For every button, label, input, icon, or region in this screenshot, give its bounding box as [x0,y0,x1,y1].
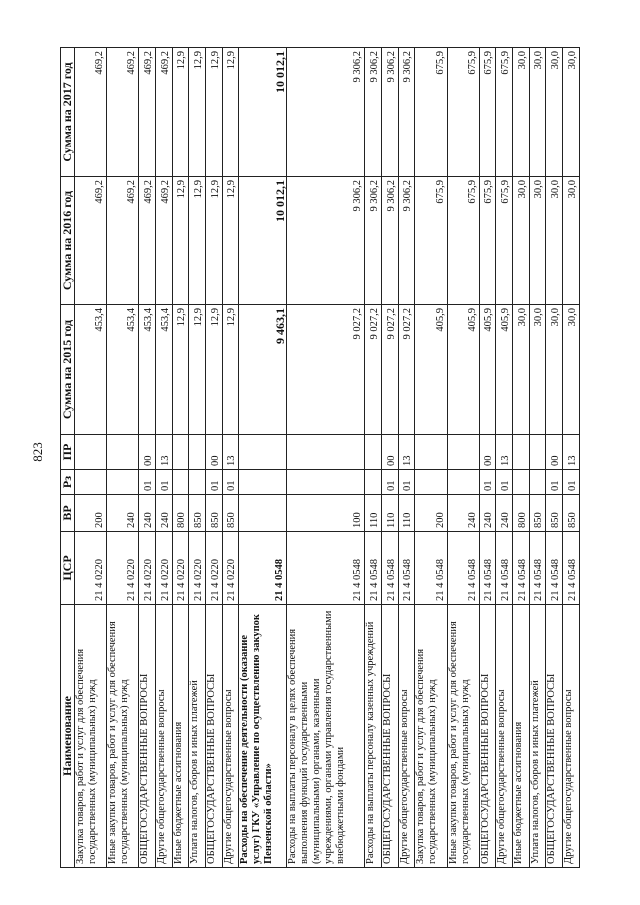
cell-sum-2016: 12,9 [206,177,223,305]
table-row [107,48,139,868]
cell-name: ОБЩЕГОСУДАРСТВЕННЫЕ ВОПРОСЫ [139,605,156,868]
cell-sum-2017: 9 306,2 [398,48,415,177]
cell-pr [447,435,479,470]
table-row [546,48,563,868]
table-row [139,48,156,868]
cell-sum-2016: 30,0 [529,177,546,305]
cell-name: Другие общегосударственные вопросы [398,605,415,868]
cell-pr: 13 [398,435,415,470]
cell-csr: 21 4 0548 [563,532,580,605]
cell-vr: 200 [415,495,447,532]
cell-pr: 00 [139,435,156,470]
header-pr: ПР [61,435,75,470]
table-row [206,48,223,868]
cell-rz: 01 [563,470,580,495]
table-row [365,48,382,868]
cell-sum-2015: 453,4 [107,305,139,435]
cell-vr: 850 [563,495,580,532]
cell-pr: 00 [546,435,563,470]
cell-sum-2017: 9 306,2 [382,48,399,177]
cell-csr: 21 4 0220 [222,532,239,605]
cell-sum-2016: 30,0 [546,177,563,305]
cell-name: Другие общегосударственные вопросы [496,605,513,868]
cell-pr: 13 [222,435,239,470]
table-row [563,48,580,868]
cell-name: ОБЩЕГОСУДАРСТВЕННЫЕ ВОПРОСЫ [479,605,496,868]
cell-rz: 01 [479,470,496,495]
cell-vr: 240 [139,495,156,532]
cell-csr: 21 4 0220 [189,532,206,605]
cell-name: Расходы на обеспечение деятельности (оказание услуг) ГКУ «Управление по осуществлению закупок Пензенской области» [239,605,287,868]
cell-csr: 21 4 0548 [447,532,479,605]
cell-csr: 21 4 0548 [496,532,513,605]
cell-vr: 240 [107,495,139,532]
cell-csr: 21 4 0220 [75,532,107,605]
cell-pr [365,435,382,470]
cell-rz: 01 [222,470,239,495]
cell-rz [189,470,206,495]
cell-sum-2017: 12,9 [206,48,223,177]
cell-sum-2015: 30,0 [513,305,530,435]
cell-sum-2017: 469,2 [107,48,139,177]
cell-sum-2016: 10 012,1 [239,177,287,305]
cell-sum-2017: 675,9 [479,48,496,177]
cell-sum-2015: 12,9 [172,305,189,435]
cell-sum-2017: 675,9 [496,48,513,177]
cell-sum-2017: 469,2 [139,48,156,177]
cell-name: ОБЩЕГОСУДАРСТВЕННЫЕ ВОПРОСЫ [382,605,399,868]
page-number: 823 [30,442,45,462]
table-row [479,48,496,868]
header-name: Наименование [61,605,75,868]
cell-name: Закупка товаров, работ и услуг для обеспечения государственных (муниципальных) нужд [415,605,447,868]
cell-vr: 850 [189,495,206,532]
cell-sum-2017: 469,2 [75,48,107,177]
cell-pr [189,435,206,470]
cell-vr: 800 [172,495,189,532]
table-row [75,48,107,868]
cell-name: Другие общегосударственные вопросы [155,605,172,868]
table-row [172,48,189,868]
cell-name: Другие общегосударственные вопросы [222,605,239,868]
cell-sum-2015: 453,4 [75,305,107,435]
cell-csr: 21 4 0548 [415,532,447,605]
cell-name: Закупка товаров, работ и услуг для обеспечения государственных (муниципальных) нужд [75,605,107,868]
cell-csr: 21 4 0548 [546,532,563,605]
cell-rz: 01 [382,470,399,495]
table-row [189,48,206,868]
header-sum-2015: Сумма на 2015 год [61,305,75,435]
cell-rz [447,470,479,495]
table-body [75,48,580,868]
cell-vr: 800 [513,495,530,532]
cell-sum-2017: 469,2 [155,48,172,177]
cell-csr: 21 4 0548 [382,532,399,605]
cell-rz [75,470,107,495]
cell-pr [107,435,139,470]
table-row [222,48,239,868]
cell-sum-2015: 12,9 [206,305,223,435]
table-row [529,48,546,868]
cell-sum-2016: 469,2 [139,177,156,305]
cell-pr [75,435,107,470]
cell-pr [286,435,364,470]
cell-csr: 21 4 0548 [529,532,546,605]
cell-name: Иные бюджетные ассигнования [513,605,530,868]
cell-csr: 21 4 0220 [107,532,139,605]
cell-vr: 850 [529,495,546,532]
cell-sum-2016: 675,9 [479,177,496,305]
cell-rz [107,470,139,495]
cell-sum-2016: 30,0 [563,177,580,305]
cell-sum-2016: 9 306,2 [398,177,415,305]
table-row [415,48,447,868]
cell-name: ОБЩЕГОСУДАРСТВЕННЫЕ ВОПРОСЫ [546,605,563,868]
cell-pr: 00 [479,435,496,470]
header-sum-2016: Сумма на 2016 год [61,177,75,305]
cell-vr: 240 [479,495,496,532]
cell-sum-2015: 9 463,1 [239,305,287,435]
cell-sum-2015: 30,0 [563,305,580,435]
cell-csr: 21 4 0548 [398,532,415,605]
cell-rz: 01 [398,470,415,495]
cell-rz: 01 [496,470,513,495]
cell-name: Расходы на выплаты персоналу в целях обеспечения выполнения функций государственными (муниципальными) органами, казенными учреждениями, органами управления государственными внебюджетными фондами [286,605,364,868]
table-row [286,48,364,868]
cell-rz [365,470,382,495]
header-vr: ВР [61,495,75,532]
cell-sum-2016: 469,2 [107,177,139,305]
cell-sum-2017: 12,9 [222,48,239,177]
table-row [382,48,399,868]
cell-sum-2015: 405,9 [447,305,479,435]
cell-sum-2015: 12,9 [189,305,206,435]
cell-sum-2015: 405,9 [496,305,513,435]
cell-sum-2017: 12,9 [189,48,206,177]
cell-pr [239,435,287,470]
cell-sum-2015: 30,0 [529,305,546,435]
cell-pr: 13 [155,435,172,470]
cell-sum-2017: 9 306,2 [286,48,364,177]
cell-rz: 01 [139,470,156,495]
cell-csr: 21 4 0548 [365,532,382,605]
cell-name: Уплата налогов, сборов и иных платежей [529,605,546,868]
cell-sum-2017: 12,9 [172,48,189,177]
cell-sum-2015: 12,9 [222,305,239,435]
cell-rz [415,470,447,495]
cell-pr [172,435,189,470]
cell-sum-2015: 405,9 [479,305,496,435]
cell-sum-2016: 12,9 [172,177,189,305]
cell-sum-2015: 453,4 [139,305,156,435]
rotated-table-wrapper [60,48,580,868]
cell-rz [239,470,287,495]
cell-sum-2016: 675,9 [447,177,479,305]
cell-vr: 850 [222,495,239,532]
cell-sum-2016: 12,9 [189,177,206,305]
cell-vr: 850 [206,495,223,532]
cell-name: Расходы на выплаты персоналу казенных учреждений [365,605,382,868]
header-rz: Рз [61,470,75,495]
cell-pr: 00 [206,435,223,470]
cell-sum-2015: 9 027,2 [382,305,399,435]
cell-name: Иные бюджетные ассигнования [172,605,189,868]
cell-pr: 13 [563,435,580,470]
cell-sum-2016: 469,2 [155,177,172,305]
cell-sum-2016: 469,2 [75,177,107,305]
cell-sum-2017: 30,0 [546,48,563,177]
cell-name: Иные закупки товаров, работ и услуг для обеспечения государственных (муниципальных) нужд [107,605,139,868]
cell-rz [529,470,546,495]
cell-csr: 21 4 0548 [513,532,530,605]
cell-pr: 00 [382,435,399,470]
cell-sum-2017: 675,9 [447,48,479,177]
cell-sum-2016: 9 306,2 [382,177,399,305]
cell-rz [513,470,530,495]
cell-sum-2016: 675,9 [415,177,447,305]
cell-pr: 13 [496,435,513,470]
header-sum-2017: Сумма на 2017 год [61,48,75,177]
cell-csr: 21 4 0220 [172,532,189,605]
cell-sum-2015: 9 027,2 [365,305,382,435]
table-row [239,48,287,868]
table-row [513,48,530,868]
cell-sum-2016: 9 306,2 [286,177,364,305]
cell-vr: 240 [496,495,513,532]
cell-sum-2017: 9 306,2 [365,48,382,177]
cell-name: Иные закупки товаров, работ и услуг для обеспечения государственных (муниципальных) нужд [447,605,479,868]
cell-sum-2016: 675,9 [496,177,513,305]
cell-sum-2016: 9 306,2 [365,177,382,305]
cell-pr [513,435,530,470]
cell-vr: 240 [447,495,479,532]
cell-sum-2017: 10 012,1 [239,48,287,177]
cell-rz [286,470,364,495]
cell-vr: 110 [365,495,382,532]
budget-table [60,47,580,868]
cell-csr: 21 4 0548 [239,532,287,605]
cell-sum-2017: 30,0 [529,48,546,177]
cell-csr: 21 4 0548 [286,532,364,605]
cell-rz: 01 [155,470,172,495]
table-row [398,48,415,868]
table-header-row [61,48,75,868]
cell-csr: 21 4 0548 [479,532,496,605]
cell-vr: 850 [546,495,563,532]
table-row [496,48,513,868]
cell-sum-2017: 30,0 [513,48,530,177]
cell-sum-2016: 30,0 [513,177,530,305]
cell-vr: 110 [398,495,415,532]
cell-name: ОБЩЕГОСУДАРСТВЕННЫЕ ВОПРОСЫ [206,605,223,868]
table-row [447,48,479,868]
cell-name: Другие общегосударственные вопросы [563,605,580,868]
cell-vr [239,495,287,532]
cell-rz: 01 [206,470,223,495]
cell-name: Уплата налогов, сборов и иных платежей [189,605,206,868]
header-csr: ЦСР [61,532,75,605]
cell-pr [529,435,546,470]
cell-sum-2015: 9 027,2 [286,305,364,435]
cell-csr: 21 4 0220 [155,532,172,605]
cell-sum-2016: 12,9 [222,177,239,305]
cell-rz: 01 [546,470,563,495]
cell-sum-2015: 405,9 [415,305,447,435]
cell-sum-2017: 30,0 [563,48,580,177]
cell-sum-2017: 675,9 [415,48,447,177]
cell-vr: 100 [286,495,364,532]
cell-sum-2015: 453,4 [155,305,172,435]
cell-csr: 21 4 0220 [139,532,156,605]
cell-sum-2015: 9 027,2 [398,305,415,435]
cell-sum-2015: 30,0 [546,305,563,435]
cell-vr: 240 [155,495,172,532]
cell-pr [415,435,447,470]
cell-vr: 110 [382,495,399,532]
cell-csr: 21 4 0220 [206,532,223,605]
cell-vr: 200 [75,495,107,532]
table-row [155,48,172,868]
cell-rz [172,470,189,495]
